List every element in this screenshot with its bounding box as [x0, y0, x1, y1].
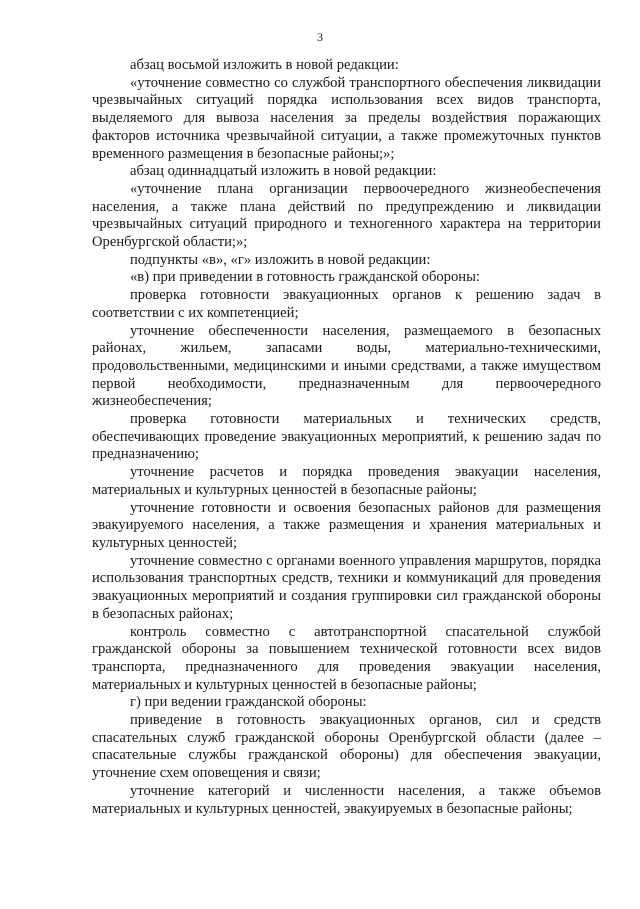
paragraph: проверка готовности материальных и технических средств, обеспечивающих проведение эвакуационных мероприятий, к решению задач по предназначению;: [92, 411, 601, 463]
paragraph: абзац восьмой изложить в новой редакции:: [130, 57, 399, 73]
paragraph: «уточнение плана организации первоочередного жизнеобеспечения населения, а также плана действий по предупреждению и ликвидации чрезвычайных ситуаций природного и техногенного характера на территории Оренбургской области;»;: [92, 180, 601, 251]
paragraph: проверка готовности эвакуационных органов к решению задач в соответствии с их компетенцией;: [92, 287, 601, 321]
paragraph: уточнение совместно с органами военного управления маршрутов, порядка использования транспортных средств, техники и коммуникаций для проведения эвакуационных мероприятий и создания группировки сил гражданской обороны в безопасных районах;: [92, 552, 601, 622]
page-number: 3: [317, 30, 323, 44]
paragraph: уточнение расчетов и порядка проведения эвакуации населения, материальных и культурных ценностей в безопасные районы;: [92, 464, 601, 498]
paragraph: уточнение категорий и численности населения, а также объемов материальных и культурных ценностей, эвакуируемых в безопасные районы;: [92, 782, 601, 817]
paragraph: подпункты «в», «г» изложить в новой редакции:: [130, 251, 431, 268]
paragraph: г) при ведении гражданской обороны:: [130, 694, 367, 711]
document-body: [92, 57, 601, 818]
paragraph: контроль совместно с автотранспортной спасательной службой гражданской обороны за повышением технической готовности всех видов транспорта, предназначенного для проведения эвакуации населения, материальных и культурных ценностей в безопасные районы;: [92, 623, 601, 693]
paragraph: «уточнение совместно со службой транспортного обеспечения ликвидации чрезвычайных ситуаций порядка использования всех видов транспорта, выделяемого для вывоза населения за пределы воздействия поражающих факторов источника чрезвычайной ситуации, а также промежуточных пунктов временного размещения в безопасные районы;»;: [92, 74, 601, 162]
paragraph: абзац одиннадцатый изложить в новой редакции:: [130, 163, 437, 180]
paragraph: «в) при приведении в готовность гражданской обороны:: [130, 269, 480, 286]
paragraph: приведение в готовность эвакуационных органов, сил и средств спасательных служб гражданской обороны Оренбургской области (далее – спасательные службы гражданской обороны) для обеспечения эвакуации, уточнение схем оповещения и связи;: [92, 712, 601, 782]
paragraph: уточнение обеспеченности населения, размещаемого в безопасных районах, жильем, запасами воды, материально-техническими, продовольственными, медицинскими и иными средствами, а также имуществом первой необходимости, предназначенным для первоочередного жизнеобеспечения;: [92, 322, 601, 410]
paragraph: уточнение готовности и освоения безопасных районов для размещения эвакуируемого населения, а также размещения и хранения материальных и культурных ценностей;: [92, 499, 601, 551]
